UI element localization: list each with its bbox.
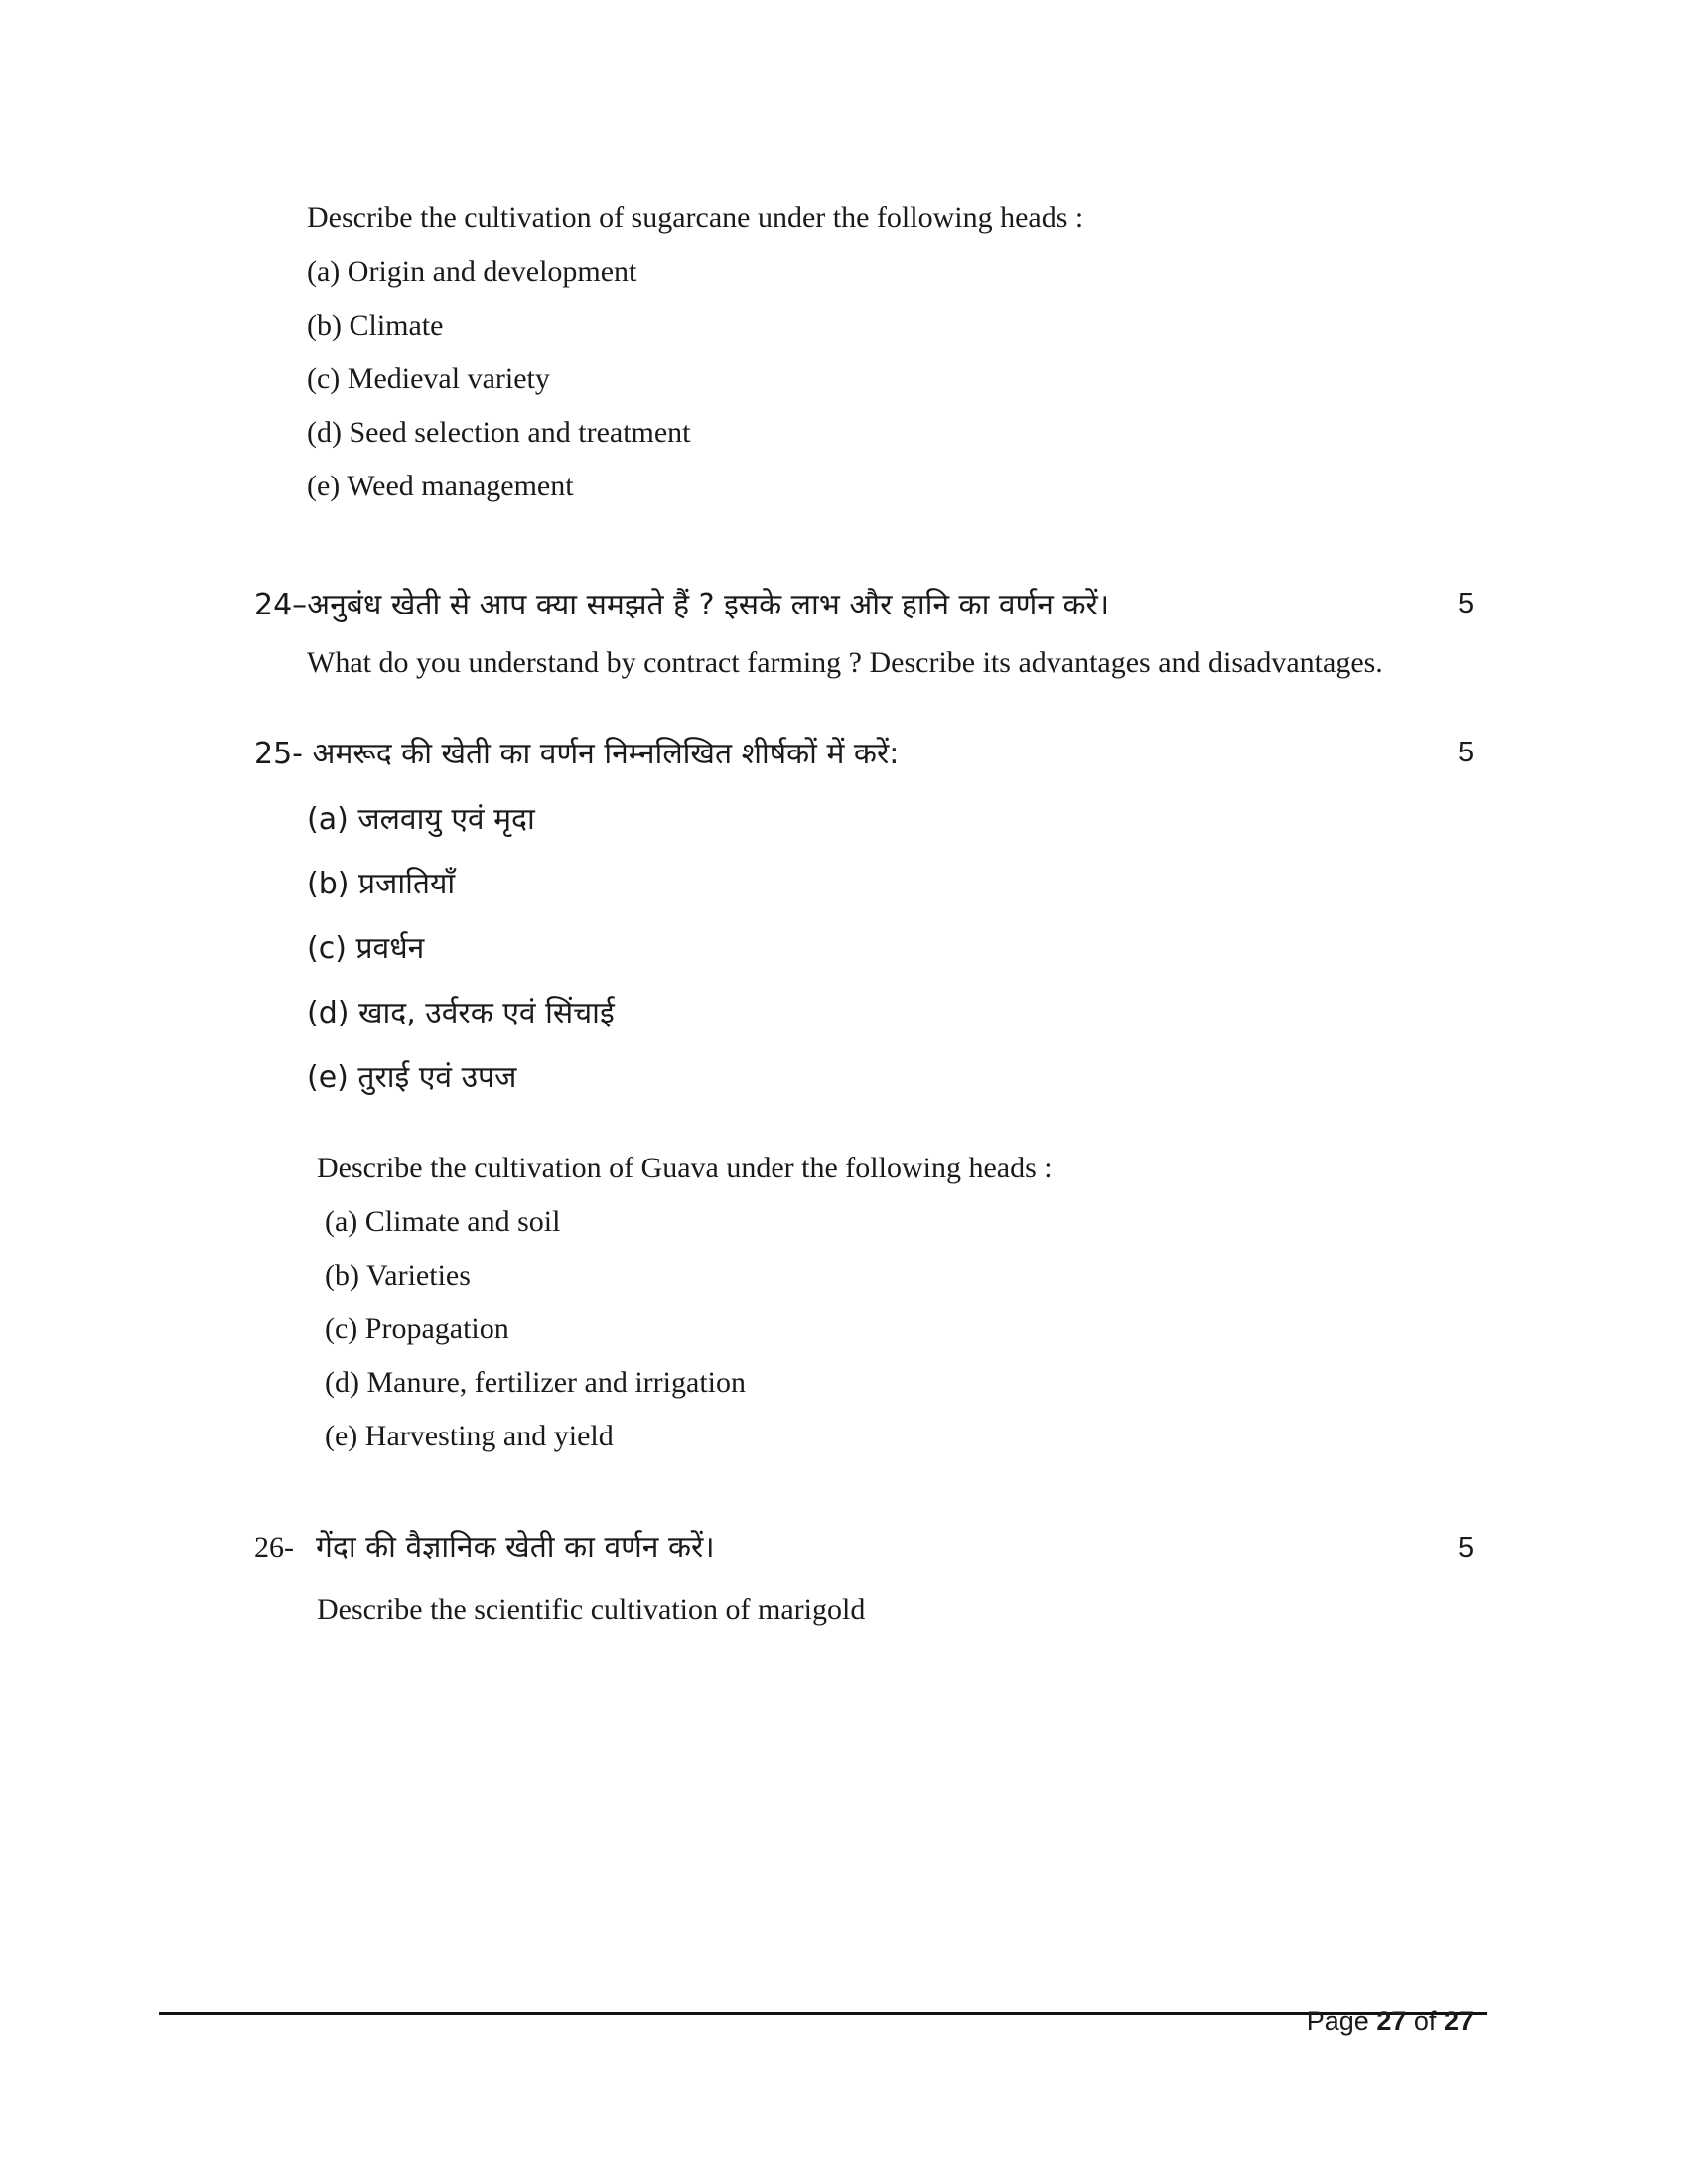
q25-hindi-item-c: (c) प्रवर्धन	[307, 931, 425, 966]
q25-marks: 5	[1458, 737, 1475, 768]
page-number	[1307, 2006, 1474, 2037]
q25-hindi-item-d: (d) खाद, उर्वरक एवं सिंचाई	[307, 996, 615, 1030]
sugarcane-item-d: (d) Seed selection and treatment	[307, 416, 691, 449]
q26-marks: 5	[1458, 1532, 1475, 1564]
sugarcane-item-c: (c) Medieval variety	[307, 362, 550, 395]
q26-english-question: Describe the scientific cultivation of marigold	[317, 1593, 866, 1626]
q25-english-intro: Describe the cultivation of Guava under the following heads :	[317, 1152, 1053, 1184]
sugarcane-intro: Describe the cultivation of sugarcane under the following heads :	[307, 202, 1084, 234]
page-total: 27	[1443, 2006, 1474, 2036]
q24-hindi-question: 24–अनुबंध खेती से आप क्या समझते हैं ? इसके लाभ और हानि का वर्णन करें।	[254, 588, 1110, 622]
q25-hindi-item-a: (a) जलवायु एवं मृदा	[307, 802, 535, 837]
page-word: Page	[1306, 2006, 1369, 2036]
q25-english-item-d: (d) Manure, fertilizer and irrigation	[325, 1366, 746, 1399]
q25-english-item-c: (c) Propagation	[325, 1312, 509, 1345]
q26-hindi-question: गेंदा की वैज्ञानिक खेती का वर्णन करें।	[316, 1530, 715, 1565]
q24-marks: 5	[1458, 588, 1475, 619]
q24-english-question: What do you understand by contract farming ? Describe its advantages and disadvantages.	[307, 646, 1383, 679]
q25-hindi-item-b: (b) प्रजातियाँ	[307, 867, 456, 901]
q25-english-item-e: (e) Harvesting and yield	[325, 1420, 614, 1452]
sugarcane-item-b: (b) Climate	[307, 309, 444, 341]
footer-divider	[159, 2012, 1487, 2015]
q25-english-item-a: (a) Climate and soil	[325, 1205, 561, 1238]
q25-hindi-item-e: (e) तुराई एवं उपज	[307, 1060, 517, 1095]
page-current: 27	[1376, 2006, 1407, 2036]
sugarcane-item-e: (e) Weed management	[307, 470, 574, 502]
q25-english-item-b: (b) Varieties	[325, 1259, 471, 1292]
sugarcane-item-a: (a) Origin and development	[307, 255, 637, 288]
q25-hindi-question: 25- अमरूद की खेती का वर्णन निम्नलिखित शीर्षकों में करें:	[254, 737, 900, 771]
of-word: of	[1413, 2006, 1437, 2036]
q26-number: 26-	[254, 1531, 294, 1564]
